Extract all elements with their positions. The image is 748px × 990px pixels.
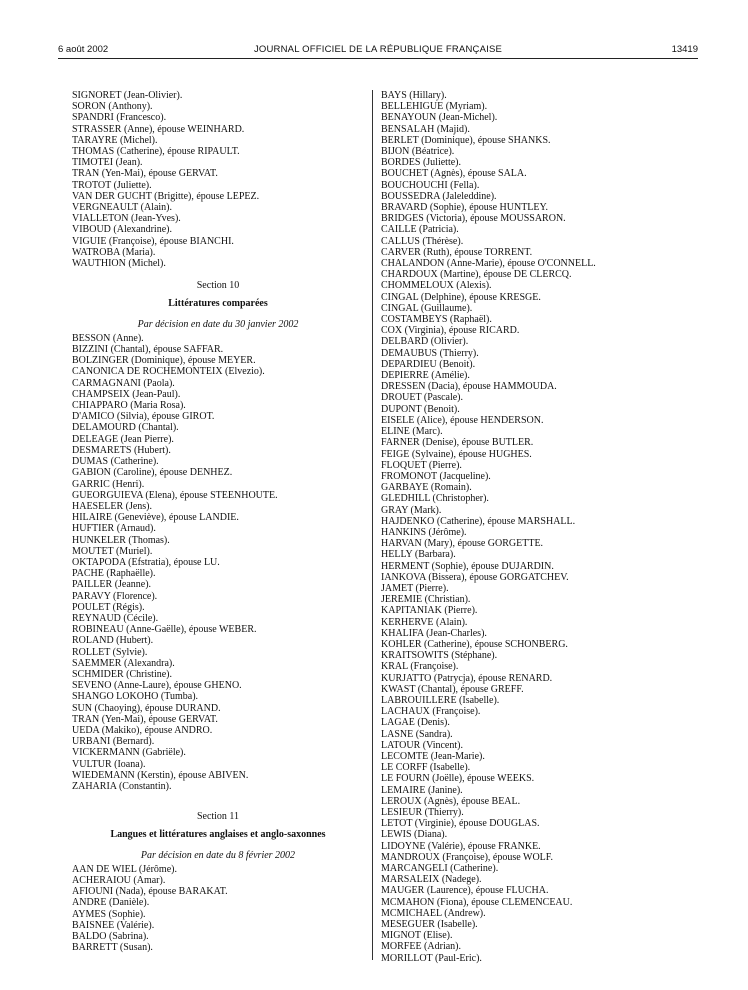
- list-item: SPANDRI (Francesco).: [72, 112, 167, 124]
- list-item: KWAST (Chantal), épouse GREFF.: [381, 683, 524, 695]
- list-item: HAJDENKO (Catherine), épouse MARSHALL.: [381, 515, 576, 527]
- list-item: FLOQUET (Pierre).: [381, 459, 462, 471]
- list-item: BENAYOUN (Jean-Michel).: [381, 112, 498, 124]
- list-item: BARRETT (Susan).: [72, 942, 153, 954]
- section-10-title: Section 10: [196, 280, 240, 292]
- list-item: HUFTIER (Arnaud).: [72, 523, 156, 535]
- left-column: [72, 90, 364, 953]
- list-item: COSTAMBEYS (Raphaël).: [381, 314, 492, 326]
- list-item: GUEORGUIEVA (Elena), épouse STEENHOUTE.: [72, 489, 278, 501]
- list-item: HANKINS (Jérôme).: [381, 526, 467, 538]
- page-header: [58, 44, 698, 58]
- list-item: DRESSEN (Dacia), épouse HAMMOUDA.: [381, 381, 557, 393]
- list-item: GABION (Caroline), épouse DENHEZ.: [72, 467, 233, 479]
- list-item: BOUCHET (Agnès), épouse SALA.: [381, 168, 527, 180]
- list-item: CARVER (Ruth), épouse TORRENT.: [381, 246, 533, 258]
- list-item: AFIOUNI (Nada), épouse BARAKAT.: [72, 886, 228, 898]
- list-item: CHALANDON (Anne-Marie), épouse O'CONNELL.: [381, 258, 596, 270]
- list-item: HERMENT (Sophie), épouse DUJARDIN.: [381, 560, 554, 572]
- list-item: VIBOUD (Alexandrine).: [72, 224, 172, 236]
- list-item: GRAY (Mark).: [381, 504, 442, 516]
- list-item: LESIEUR (Thierry).: [381, 807, 464, 818]
- list-item: PARAVY (Florence).: [72, 590, 158, 602]
- list-item: LACHAUX (Françoise).: [381, 706, 481, 718]
- list-item: TROTOT (Juliette).: [72, 179, 152, 191]
- list-item: BAYS (Hillary).: [381, 90, 447, 101]
- list-item: CARMAGNANI (Paola).: [72, 377, 175, 389]
- list-item: DESMARETS (Hubert).: [72, 444, 171, 456]
- list-item: ELINE (Marc).: [381, 426, 443, 438]
- list-item: POULET (Régis).: [72, 601, 145, 613]
- list-item: IANKOVA (Bissera), épouse GORGATCHEV.: [381, 571, 569, 583]
- section-10-name-list: [72, 333, 364, 792]
- list-item: BRAVARD (Sophie), épouse HUNTLEY.: [381, 202, 548, 214]
- list-item: BERLET (Dominique), épouse SHANKS.: [381, 134, 551, 146]
- list-item: LABROUILLERE (Isabelle).: [381, 694, 500, 706]
- list-item: SHANGO LOKOHO (Tumba).: [72, 691, 199, 703]
- list-item: DELBARD (Olivier).: [381, 336, 469, 348]
- list-item: SIGNORET (Jean-Olivier).: [72, 90, 183, 101]
- list-item: HUNKELER (Thomas).: [72, 534, 170, 546]
- list-item: ROLLET (Sylvie).: [72, 646, 148, 658]
- list-item: PACHE (Raphaëlle).: [72, 568, 156, 580]
- list-item: LE FOURN (Joëlle), épouse WEEKS.: [381, 773, 535, 785]
- list-item: CHARDOUX (Martine), épouse DE CLERCQ.: [381, 269, 572, 281]
- journal-title: JOURNAL OFFICIEL DE LA RÉPUBLIQUE FRANÇAISE: [253, 44, 503, 55]
- list-item: BELLEHIGUE (Myriam).: [381, 101, 488, 113]
- list-item: STRASSER (Anne), épouse WEINHARD.: [72, 123, 245, 135]
- header-rule: [58, 58, 698, 59]
- list-item: CHIAPPARO (Maria Rosa).: [72, 400, 186, 412]
- list-item: BOLZINGER (Dominique), épouse MEYER.: [72, 355, 256, 367]
- list-item: ROLAND (Hubert).: [72, 635, 154, 647]
- header-date: 6 août 2002: [58, 44, 109, 55]
- list-item: CANONICA DE ROCHEMONTEIX (Elvezio).: [72, 366, 265, 378]
- list-item: MCMAHON (Fiona), épouse CLEMENCEAU.: [381, 896, 573, 908]
- list-item: REYNAUD (Cécile).: [72, 612, 159, 624]
- list-item: LETOT (Virginie), épouse DOUGLAS.: [381, 818, 540, 830]
- list-item: SCHMIDER (Christine).: [72, 668, 172, 680]
- list-item: DELEAGE (Jean Pierre).: [72, 433, 174, 445]
- list-item: VIALLETON (Jean-Yves).: [72, 213, 181, 225]
- list-item: AYMES (Sophie).: [72, 908, 146, 920]
- list-item: LIDOYNE (Valérie), épouse FRANKE.: [381, 840, 541, 852]
- list-item: WAUTHION (Michel).: [72, 258, 166, 270]
- list-item: DEPIERRE (Amélie).: [381, 370, 470, 382]
- list-item: CAILLE (Patricia).: [381, 224, 459, 236]
- list-item: VAN DER GUCHT (Brigitte), épouse LEPEZ.: [72, 190, 260, 202]
- section-11-title: Section 11: [196, 811, 240, 823]
- right-column: [381, 90, 701, 964]
- list-item: MARCANGELI (Catherine).: [381, 863, 499, 875]
- list-item: DEPARDIEU (Benoit).: [381, 358, 476, 370]
- list-item: MOUTET (Muriel).: [72, 545, 153, 557]
- list-item: MANDROUX (Françoise), épouse WOLF.: [381, 851, 554, 863]
- section-11-name-list-continued: [381, 90, 701, 964]
- list-item: OKTAPODA (Efstratia), épouse LU.: [72, 556, 220, 568]
- list-item: WIEDEMANN (Kerstin), épouse ABIVEN.: [72, 769, 249, 781]
- list-item: ACHERAIOU (Amar).: [72, 875, 166, 886]
- list-item: LAGAE (Denis).: [381, 717, 450, 729]
- list-item: BOUCHOUCHI (Fella).: [381, 179, 480, 191]
- list-item: BRIDGES (Victoria), épouse MOUSSARON.: [381, 213, 566, 225]
- list-item: D'AMICO (Silvia), épouse GIROT.: [72, 411, 215, 423]
- list-item: MAUGER (Laurence), épouse FLUCHA.: [381, 885, 549, 897]
- page-number: 13419: [671, 44, 698, 55]
- list-item: VICKERMANN (Gabriële).: [72, 747, 186, 759]
- list-item: CHOMMELOUX (Alexis).: [381, 280, 492, 292]
- list-item: MORILLOT (Paul-Eric).: [381, 952, 482, 964]
- list-item: CHAMPSEIX (Jean-Paul).: [72, 388, 181, 400]
- list-item: BIJON (Béatrice).: [381, 146, 455, 158]
- list-item: EISELE (Alice), épouse HENDERSON.: [381, 414, 544, 426]
- list-item: KRAL (Françoise).: [381, 661, 459, 673]
- list-item: COX (Virginia), épouse RICARD.: [381, 325, 520, 337]
- list-item: HILAIRE (Geneviève), épouse LANDIE.: [72, 512, 239, 524]
- list-item: BORDES (Juliette).: [381, 157, 461, 169]
- list-item: KURJATTO (Patrycja), épouse RENARD.: [381, 672, 553, 684]
- list-item: KHALIFA (Jean-Charles).: [381, 627, 487, 639]
- list-item: CINGAL (Guillaume).: [381, 302, 473, 314]
- list-item: LECOMTE (Jean-Marie).: [381, 750, 485, 762]
- list-item: VIGUIE (Françoise), épouse BIANCHI.: [72, 235, 234, 247]
- list-item: WATROBA (Maria).: [72, 246, 156, 258]
- list-item: AAN DE WIEL (Jérôme).: [72, 863, 177, 875]
- list-item: CINGAL (Delphine), épouse KRESGE.: [381, 291, 541, 303]
- list-item: DEMAUBUS (Thierry).: [381, 347, 479, 359]
- list-item: FEIGE (Sylvaine), épouse HUGHES.: [381, 448, 532, 460]
- list-item: URBANI (Bernard).: [72, 736, 155, 748]
- section-10-decision: Par décision en date du 30 janvier 2002: [137, 318, 299, 330]
- list-item: CALLUS (Thérèse).: [381, 235, 464, 247]
- list-item: LASNE (Sandra).: [381, 728, 453, 740]
- list-item: MCMICHAEL (Andrew).: [381, 907, 486, 919]
- list-item: BIZZINI (Chantal), épouse SAFFAR.: [72, 344, 224, 356]
- list-item: FROMONOT (Jacqueline).: [381, 470, 491, 482]
- list-item: UEDA (Makiko), épouse ANDRO.: [72, 724, 213, 736]
- column-divider: [372, 90, 373, 960]
- list-item: LEWIS (Diana).: [381, 829, 448, 841]
- list-item: FARNER (Denise), épouse BUTLER.: [381, 437, 534, 449]
- list-item: BESSON (Anne).: [72, 332, 144, 344]
- list-item: HAESELER (Jens).: [72, 500, 152, 512]
- list-item: KOHLER (Catherine), épouse SCHONBERG.: [381, 638, 568, 650]
- list-item: ANDRE (Danièle).: [72, 897, 150, 909]
- list-item: GLEDHILL (Christopher).: [381, 493, 489, 505]
- list-item: SORON (Anthony).: [72, 101, 153, 113]
- list-item: TIMOTEI (Jean).: [72, 157, 143, 169]
- list-item: TRAN (Yen-Mai), épouse GERVAT.: [72, 713, 218, 725]
- list-item: KERHERVE (Alain).: [381, 616, 468, 628]
- list-item: VERGNEAULT (Alain).: [72, 202, 172, 214]
- list-item: TRAN (Yen-Mai), épouse GERVAT.: [72, 168, 218, 180]
- list-item: TARAYRE (Michel).: [72, 134, 158, 146]
- list-item: JAMET (Pierre).: [381, 582, 449, 594]
- list-item: THOMAS (Catherine), épouse RIPAULT.: [72, 146, 240, 158]
- list-item: LATOUR (Vincent).: [381, 739, 463, 751]
- list-item: LEROUX (Agnès), épouse BEAL.: [381, 795, 521, 807]
- list-item: ROBINEAU (Anne-Gaëlle), épouse WEBER.: [72, 624, 257, 636]
- section-11-name-list: [72, 864, 364, 954]
- list-item: DELAMOURD (Chantal).: [72, 422, 179, 434]
- list-item: MORFEE (Adrian).: [381, 941, 461, 953]
- list-item: BAISNEE (Valérie).: [72, 919, 155, 931]
- list-item: DUPONT (Benoit).: [381, 403, 460, 415]
- list-item: JEREMIE (Christian).: [381, 594, 471, 606]
- section-10-subtitle: Littératures comparées: [168, 298, 268, 310]
- section-11-decision: Par décision en date du 8 février 2002: [140, 849, 296, 861]
- list-item: KAPITANIAK (Pierre).: [381, 605, 478, 617]
- list-item: LE CORFF (Isabelle).: [381, 762, 471, 774]
- name-list-continued: [72, 90, 364, 269]
- list-item: GARBAYE (Romain).: [381, 482, 472, 494]
- list-item: GARRIC (Henri).: [72, 478, 145, 490]
- list-item: VULTUR (Ioana).: [72, 758, 146, 770]
- list-item: DROUET (Pascale).: [381, 392, 464, 404]
- list-item: SUN (Chaoying), épouse DURAND.: [72, 702, 221, 714]
- list-item: HELLY (Barbara).: [381, 549, 456, 561]
- list-item: SAEMMER (Alexandra).: [72, 657, 175, 669]
- list-item: ZAHARIA (Constantin).: [72, 780, 172, 792]
- list-item: MESEGUER (Isabelle).: [381, 919, 478, 931]
- list-item: DUMAS (Catherine).: [72, 456, 159, 468]
- list-item: PAILLER (Jeanne).: [72, 579, 152, 591]
- list-item: MARSALEIX (Nadege).: [381, 874, 482, 886]
- list-item: HARVAN (Mary), épouse GORGETTE.: [381, 538, 544, 550]
- list-item: BENSALAH (Majid).: [381, 123, 470, 135]
- list-item: BOUSSEDRA (Jaleleddine).: [381, 190, 497, 202]
- list-item: BALDO (Sabrina).: [72, 931, 149, 943]
- list-item: KRAITSOWITS (Stéphane).: [381, 650, 498, 662]
- list-item: SEVENO (Anne-Laure), épouse GHENO.: [72, 680, 242, 692]
- section-11-subtitle: Langues et littératures anglaises et anglo-saxonnes: [110, 829, 326, 841]
- list-item: MIGNOT (Elise).: [381, 930, 453, 942]
- list-item: LEMAIRE (Janine).: [381, 784, 463, 796]
